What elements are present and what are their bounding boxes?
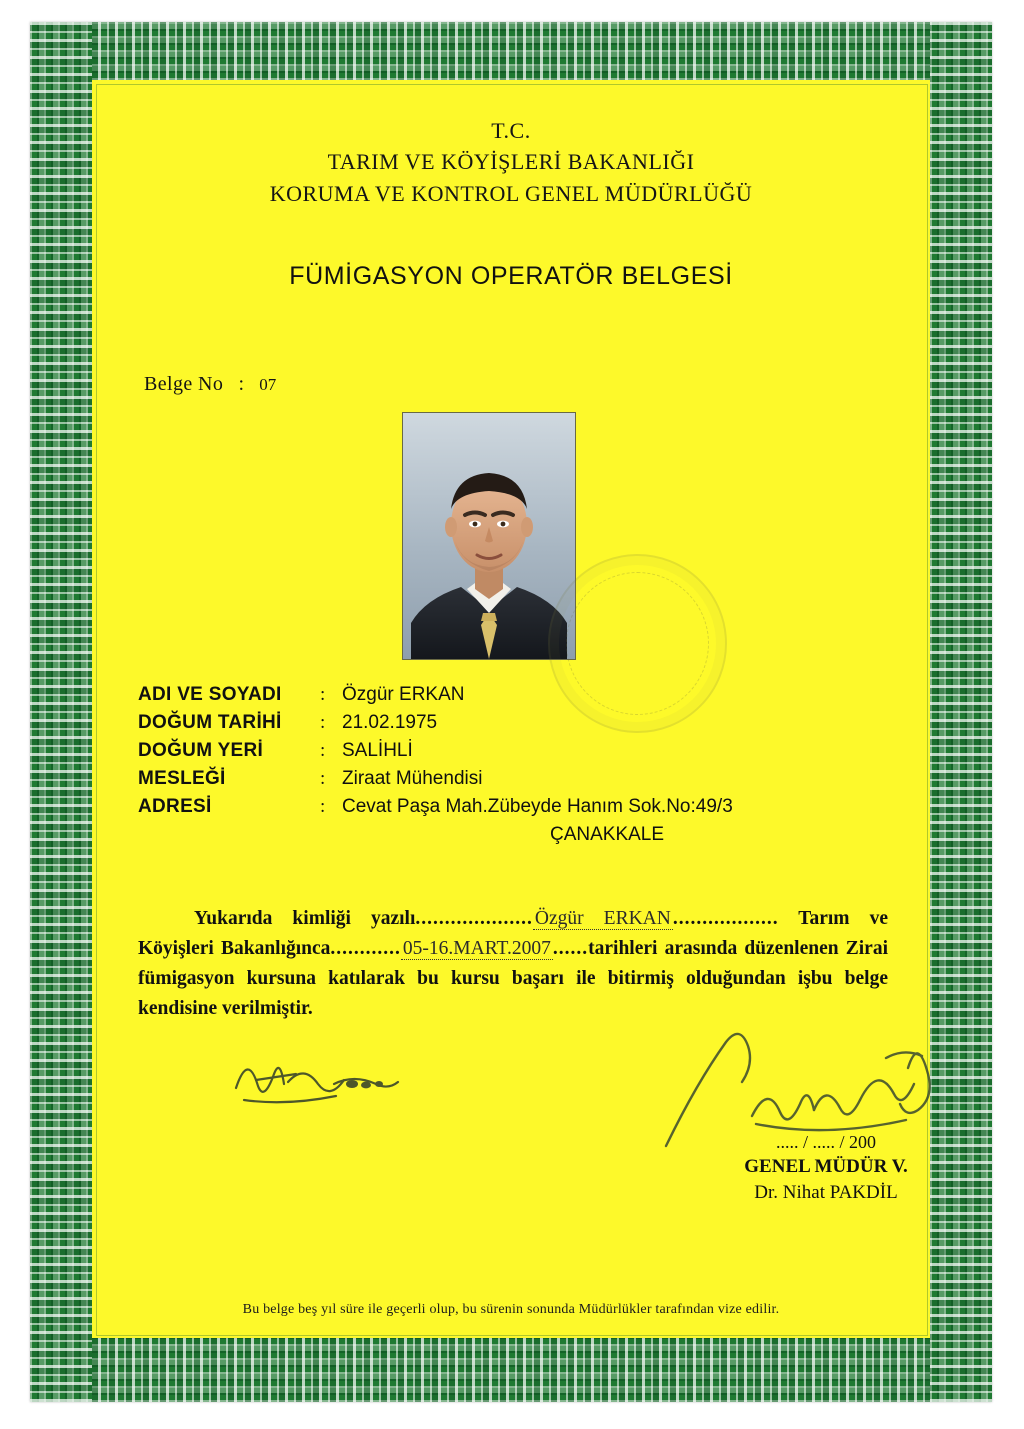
ornamental-border-top bbox=[30, 22, 992, 80]
signer-title: GENEL MÜDÜR V. bbox=[744, 1156, 908, 1177]
signer-name: Dr. Nihat PAKDİL bbox=[754, 1182, 898, 1203]
field-label-address: ADRESİ bbox=[138, 796, 212, 817]
certificate-number-label: Belge No bbox=[144, 373, 224, 395]
paragraph-dots-2: .................. bbox=[672, 908, 779, 929]
field-label-full-name: ADI VE SOYADI bbox=[138, 684, 282, 705]
paragraph-part2: Tarım ve Köyişleri Bakanlığınca bbox=[138, 908, 888, 959]
paragraph-dots-3: ............ bbox=[330, 938, 401, 959]
paragraph-filled-dates: 05-16.MART.2007 bbox=[402, 938, 551, 959]
field-value-profession: Ziraat Mühendisi bbox=[342, 768, 483, 789]
field-colon: : bbox=[320, 712, 326, 733]
certificate-number-row bbox=[144, 373, 926, 396]
holder-photo-image bbox=[403, 413, 575, 659]
paragraph-dots-4: ...... bbox=[552, 938, 589, 959]
field-label-birth-date: DOĞUM TARİHİ bbox=[138, 712, 282, 733]
left-signature bbox=[226, 1044, 476, 1114]
certificate-number-colon: : bbox=[238, 373, 245, 395]
field-colon: : bbox=[320, 768, 326, 789]
ornamental-border-left bbox=[30, 22, 92, 1402]
field-value-birth-place: SALİHLİ bbox=[342, 740, 413, 761]
paragraph-filled-name: Özgür ERKAN bbox=[534, 908, 671, 929]
ornamental-border-bottom bbox=[30, 1338, 992, 1402]
header-line-directorate: KORUMA VE KONTROL GENEL MÜDÜRLÜĞÜ bbox=[269, 181, 753, 206]
validity-footer-note: Bu belge beş yıl süre ile geçerli olup, bu sürenin sonunda Müdürlükler tarafından vize edilir. bbox=[242, 1302, 780, 1317]
declaration-paragraph bbox=[138, 904, 888, 1024]
field-row bbox=[138, 740, 878, 762]
document-title: FÜMİGASYON OPERATÖR BELGESİ bbox=[289, 262, 733, 290]
field-row bbox=[138, 796, 878, 818]
field-value-address: Cevat Paşa Mah.Zübeyde Hanım Sok.No:49/3 bbox=[342, 796, 733, 817]
holder-photo bbox=[402, 412, 576, 660]
field-colon: : bbox=[320, 796, 326, 817]
field-label-birth-place: DOĞUM YERİ bbox=[138, 740, 264, 761]
field-colon: : bbox=[320, 684, 326, 705]
paragraph-part1: Yukarıda kimliği yazılı bbox=[194, 908, 416, 929]
ministry-header bbox=[96, 116, 926, 210]
date-line: ..... / ..... / 200 bbox=[775, 1132, 876, 1152]
holder-details-list bbox=[138, 684, 878, 846]
field-value-birth-date: 21.02.1975 bbox=[342, 712, 438, 733]
field-label-profession: MESLEĞİ bbox=[138, 768, 226, 789]
field-colon: : bbox=[320, 740, 326, 761]
field-row bbox=[138, 684, 878, 706]
field-row bbox=[138, 768, 878, 790]
header-line-republic: T.C. bbox=[491, 118, 531, 143]
field-row bbox=[138, 712, 878, 734]
field-value-address-city: ÇANAKKALE bbox=[550, 824, 665, 845]
paragraph-part3: tarihleri arasında düzenlenen Zirai fümigasyon kursuna katılarak bu kursu başarı ile bitirmiş olduğundan işbu belge kendisine verilmiştir. bbox=[138, 938, 888, 1019]
field-value-full-name: Özgür ERKAN bbox=[342, 684, 465, 705]
certificate-content bbox=[96, 84, 926, 1334]
certificate-number-value: 07 bbox=[259, 375, 277, 394]
header-line-ministry: TARIM VE KÖYİŞLERİ BAKANLIĞI bbox=[327, 149, 695, 174]
paragraph-dots-1: .................... bbox=[415, 908, 533, 929]
